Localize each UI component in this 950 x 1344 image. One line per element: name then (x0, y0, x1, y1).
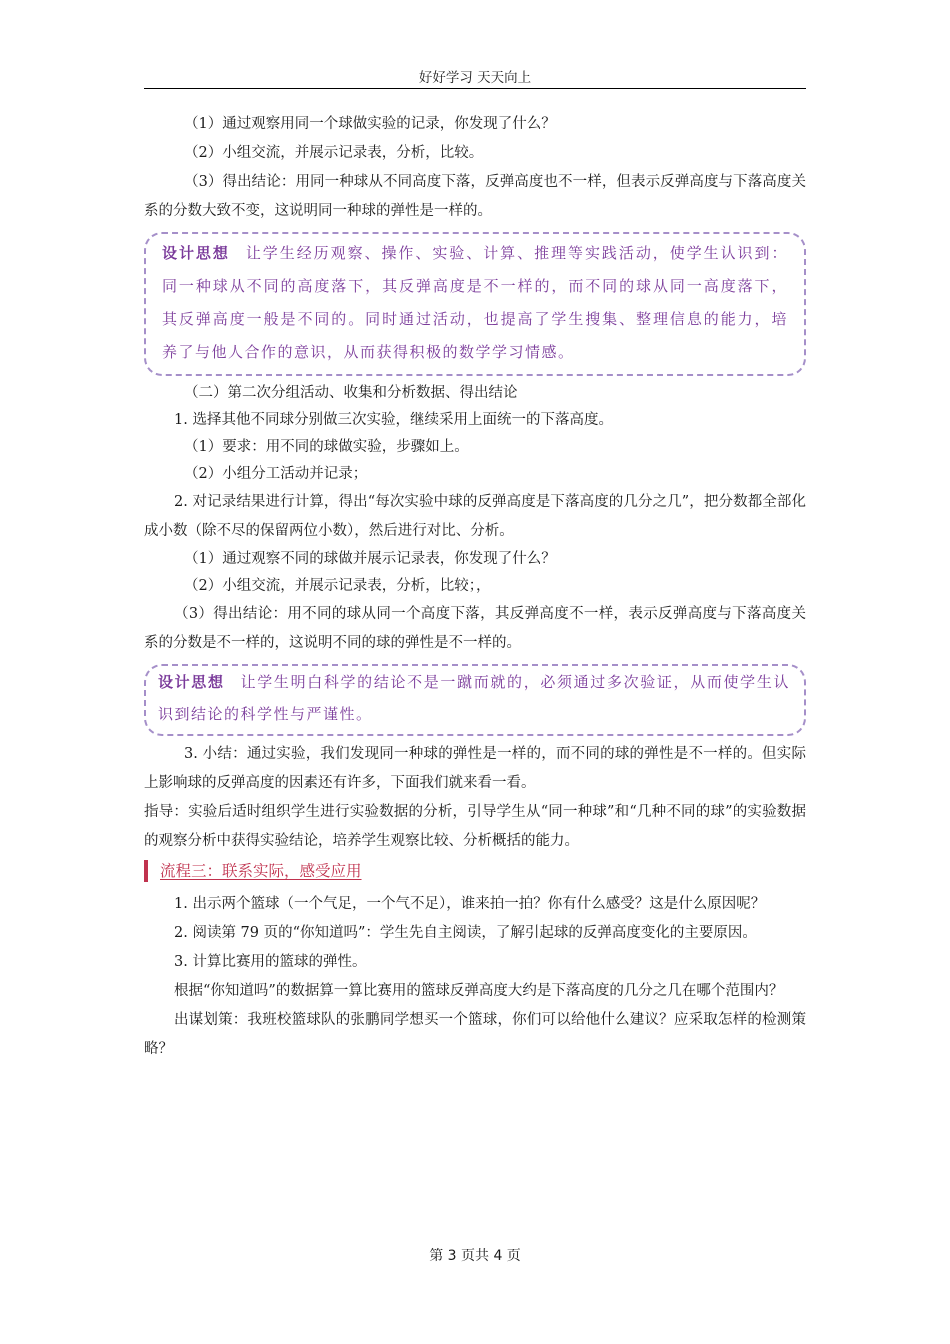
header-rule (144, 88, 806, 89)
summary: 3. 小结：通过实验，我们发现同一种球的弹性是一样的，而不同的球的弹性是不一样的。但实际上影响球的反弹高度的因素还有许多，下面我们就来看一看。 (144, 746, 806, 791)
step-1: 1. 选择其他不同球分别做三次实验，继续采用上面统一的下落高度。 (174, 412, 613, 428)
conclusion-2: （3）得出结论：用不同的球从同一个高度下落，其反弹高度不一样，表示反弹高度与下落高度关系的分数是不一样的，这说明不同的球的弹性是不一样的。 (144, 606, 806, 651)
section-3-item-5: 出谋划策：我班校篮球队的张鹏同学想买一个篮球，你们可以给他什么建议？应采取怎样的检测策略？ (144, 1012, 806, 1057)
section-3-item-2: 2. 阅读第 79 页的“你知道吗”：学生先自主阅读，了解引起球的反弹高度变化的主要原因。 (174, 925, 757, 941)
step-2-question: （1）通过观察不同的球做并展示记录表，你发现了什么？ (184, 551, 556, 567)
design-thought-box-2 (144, 664, 806, 736)
design-thought-text: 让学生经历观察、操作、实验、计算、推理等实践活动，使学生认识到：同一种球从不同的高度落下，其反弹高度是不一样的，而不同的球从同一高度落下，其反弹高度一般是不同的。同时通过活动，也提高了学生搜集、整理信息的能力，培养了与他人合作的意识，从而获得积极的数学学习情感。 (162, 244, 788, 361)
page-footer: 第 3 页共 4 页 (429, 1248, 521, 1264)
section-3-item-4: 根据“你知道吗”的数据算一算比赛用的篮球反弹高度大约是下落高度的几分之几在哪个范围内？ (174, 983, 784, 999)
page-header: 好好学习 天天向上 (418, 70, 532, 86)
question-1: （1）通过观察用同一个球做实验的记录，你发现了什么？ (184, 116, 556, 132)
section-3-item-1: 1. 出示两个篮球（一个气足，一个气不足），谁来拍一拍？你有什么感受？这是什么原因呢？ (174, 896, 766, 912)
design-thought-box-1 (144, 232, 806, 376)
design-thought-text: 让学生明白科学的结论不是一蹴而就的，必须通过多次验证，从而使学生认识到结论的科学性与严谨性。 (158, 673, 790, 723)
section-3-item-3: 3. 计算比赛用的篮球的弹性。 (174, 954, 367, 970)
step-1-requirement: （1）要求：用不同的球做实验，步骤如上。 (184, 439, 469, 455)
design-thought-label: 设计思想 (162, 244, 230, 262)
question-2: （2）小组交流，并展示记录表，分析，比较。 (184, 145, 484, 161)
section-3-heading: 流程三：联系实际，感受应用 (144, 860, 806, 882)
page-content (144, 110, 806, 1064)
design-thought-label: 设计思想 (158, 673, 225, 691)
step-1-record: （2）小组分工活动并记录； (184, 466, 368, 482)
guidance: 指导：实验后适时组织学生进行实验数据的分析，引导学生从“同一种球”和“几种不同的球”的实验数据的观察分析中获得实验结论，培养学生观察比较、分析概括的能力。 (144, 804, 806, 849)
activity-2-title: （二）第二次分组活动、收集和分析数据、得出结论 (184, 385, 518, 401)
step-2: 2. 对记录结果进行计算，得出“每次实验中球的反弹高度是下落高度的几分之几”，把分数都全部化成小数（除不尽的保留两位小数），然后进行对比、分析。 (144, 494, 806, 539)
conclusion-1: （3）得出结论：用同一种球从不同高度下落，反弹高度也不一样，但表示反弹高度与下落高度关系的分数大致不变，这说明同一种球的弹性是一样的。 (144, 174, 806, 219)
step-2-discuss: （2）小组交流，并展示记录表，分析，比较；， (184, 578, 491, 594)
